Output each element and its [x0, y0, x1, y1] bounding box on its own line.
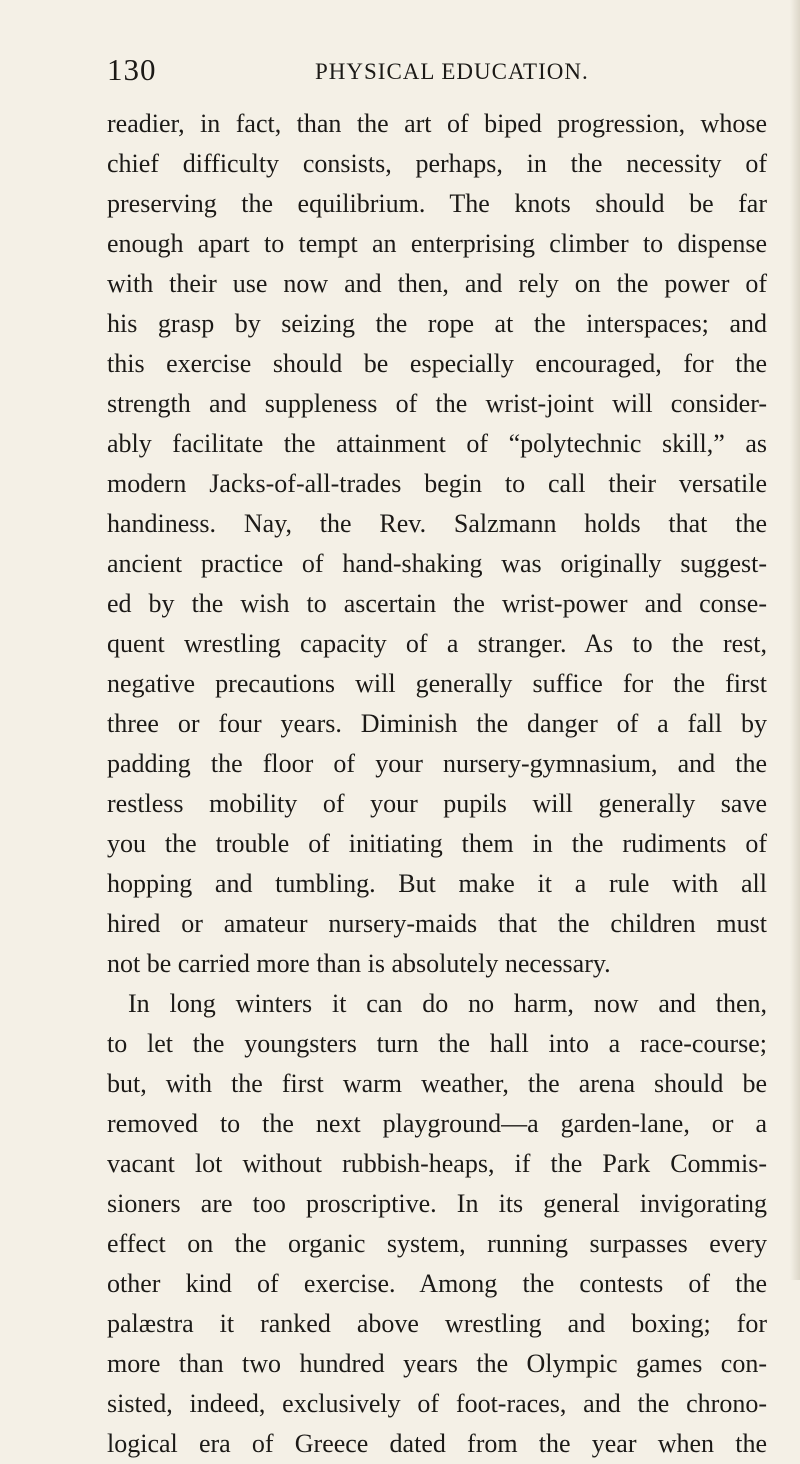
text-line: you the trouble of initiating them in the rudiments of [107, 829, 767, 858]
text-line: restless mobility of your pupils will generally save [107, 789, 767, 818]
paragraph-start-line: In long winters it can do no harm, now and then, [128, 989, 767, 1018]
text-line: hopping and tumbling. But make it a rule with all [107, 869, 767, 898]
text-line: padding the floor of your nursery-gymnasium, and the [107, 749, 767, 778]
text-line: logical era of Greece dated from the year when the [107, 1429, 767, 1458]
text-line: negative precautions will generally suffice for the first [107, 669, 767, 698]
text-line: enough apart to tempt an enterprising climber to dispense [107, 229, 767, 258]
text-line: other kind of exercise. Among the contests of the [107, 1269, 767, 1298]
text-line: but, with the first warm weather, the arena should be [107, 1069, 767, 1098]
text-line: more than two hundred years the Olympic games con- [107, 1349, 767, 1378]
text-line: ably facilitate the attainment of “polytechnic skill,” as [107, 429, 767, 458]
text-line: to let the youngsters turn the hall into a race-course; [107, 1029, 767, 1058]
text-line: ed by the wish to ascertain the wrist-power and conse- [107, 589, 767, 618]
text-line: chief difficulty consists, perhaps, in the necessity of [107, 149, 767, 178]
text-line: preserving the equilibrium. The knots should be far [107, 189, 767, 218]
text-line: sioners are too proscriptive. In its general invigorating [107, 1189, 767, 1218]
text-line: modern Jacks-of-all-trades begin to call their versatile [107, 469, 767, 498]
page-header [107, 52, 767, 92]
text-line: strength and suppleness of the wrist-joint will consider- [107, 389, 767, 418]
text-line: with their use now and then, and rely on the power of [107, 269, 767, 298]
text-line: his grasp by seizing the rope at the interspaces; and [107, 309, 767, 338]
page-number: 130 [107, 52, 157, 87]
page-edge-shadow [790, 0, 800, 1280]
text-line: vacant lot without rubbish-heaps, if the Park Commis- [107, 1149, 767, 1178]
text-line: not be carried more than is absolutely necessary. [107, 949, 611, 978]
body-text [107, 104, 767, 1464]
text-line: this exercise should be especially encouraged, for the [107, 349, 767, 378]
text-line: three or four years. Diminish the danger of a fall by [107, 709, 767, 738]
text-line: handiness. Nay, the Rev. Salzmann holds that the [107, 509, 767, 538]
text-line: removed to the next playground—a garden-lane, or a [107, 1109, 767, 1138]
text-line: readier, in fact, than the art of biped progression, whose [107, 109, 767, 138]
text-line: ancient practice of hand-shaking was originally suggest- [107, 549, 767, 578]
text-line: palæstra it ranked above wrestling and boxing; for [107, 1309, 767, 1338]
running-head: PHYSICAL EDUCATION. [315, 59, 589, 84]
text-line: hired or amateur nursery-maids that the children must [107, 909, 767, 938]
text-line: quent wrestling capacity of a stranger. As to the rest, [107, 629, 767, 658]
text-line: sisted, indeed, exclusively of foot-races, and the chrono- [107, 1389, 767, 1418]
text-line: effect on the organic system, running surpasses every [107, 1229, 767, 1258]
